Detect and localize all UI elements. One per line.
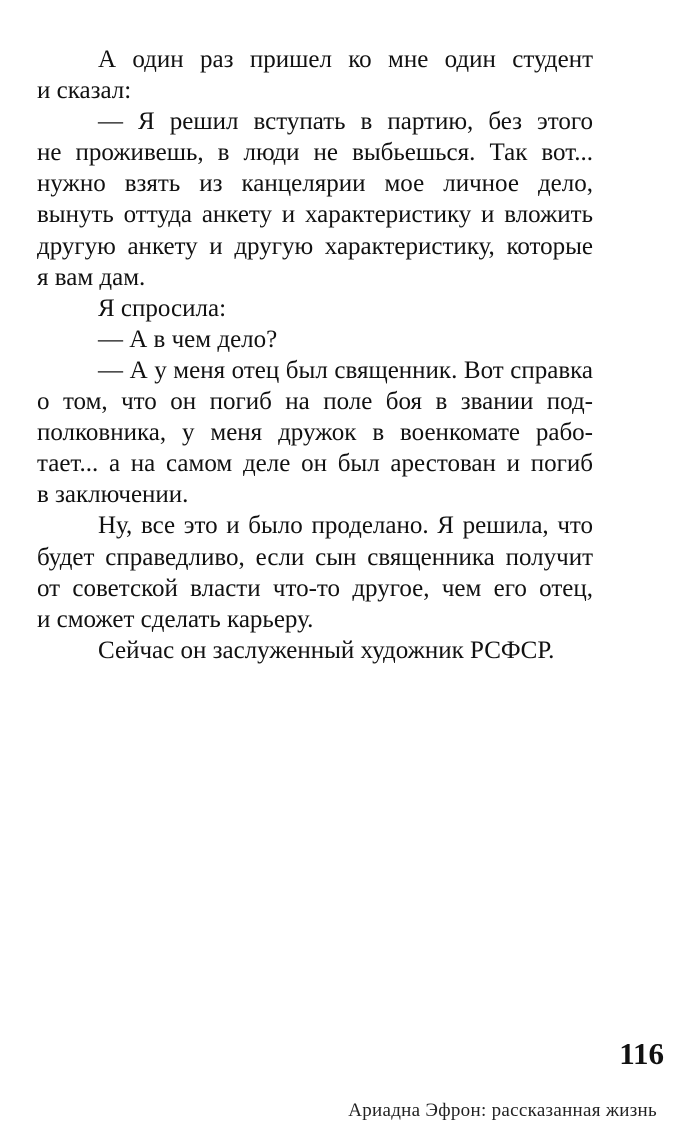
body-text bbox=[37, 44, 593, 666]
paragraph bbox=[37, 355, 593, 510]
text-line: — А в чем дело? bbox=[98, 325, 278, 353]
paragraph bbox=[37, 293, 593, 324]
text-line: полковника, у меня дружок в военкомате рабо- bbox=[37, 419, 593, 447]
text-line: другую анкету и другую характеристику, которые bbox=[37, 232, 593, 260]
text-line: и сможет сделать карьеру. bbox=[37, 605, 314, 633]
text-line: не проживешь, в люди не выбьешься. Так вот... bbox=[37, 139, 593, 167]
text-line: нужно взять из канцелярии мое личное дело, bbox=[37, 170, 593, 198]
text-line: я вам дам. bbox=[37, 263, 146, 291]
paragraph bbox=[37, 106, 593, 293]
text-line: в заключении. bbox=[37, 481, 189, 509]
text-line: — А у меня отец был священник. Вот справка bbox=[98, 356, 593, 384]
text-line: тает... а на самом деле он был арестован и погиб bbox=[37, 450, 593, 478]
running-footer: Ариадна Эфрон: рассказанная жизнь bbox=[348, 1100, 657, 1121]
text-line: от советской власти что-то другое, чем его отец, bbox=[37, 574, 593, 602]
text-line: Сейчас он заслуженный художник РСФСР. bbox=[98, 636, 555, 664]
text-line: Я спросила: bbox=[98, 294, 227, 322]
text-line: А один раз пришел ко мне один студент bbox=[98, 46, 593, 73]
text-line: и сказал: bbox=[37, 77, 132, 105]
text-line: — Я решил вступать в партию, без этого bbox=[98, 108, 593, 136]
text-line: вынуть оттуда анкету и характеристику и вложить bbox=[37, 201, 593, 229]
paragraph bbox=[37, 44, 593, 106]
text-line: будет справедливо, если сын священника получит bbox=[37, 543, 593, 571]
page-number: 116 bbox=[619, 1036, 664, 1071]
paragraph bbox=[37, 324, 593, 355]
text-line: о том, что он погиб на поле боя в звании под- bbox=[37, 388, 593, 416]
paragraph bbox=[37, 510, 593, 634]
text-line: Ну, все это и было проделано. Я решила, что bbox=[98, 512, 593, 540]
paragraph bbox=[37, 635, 593, 666]
